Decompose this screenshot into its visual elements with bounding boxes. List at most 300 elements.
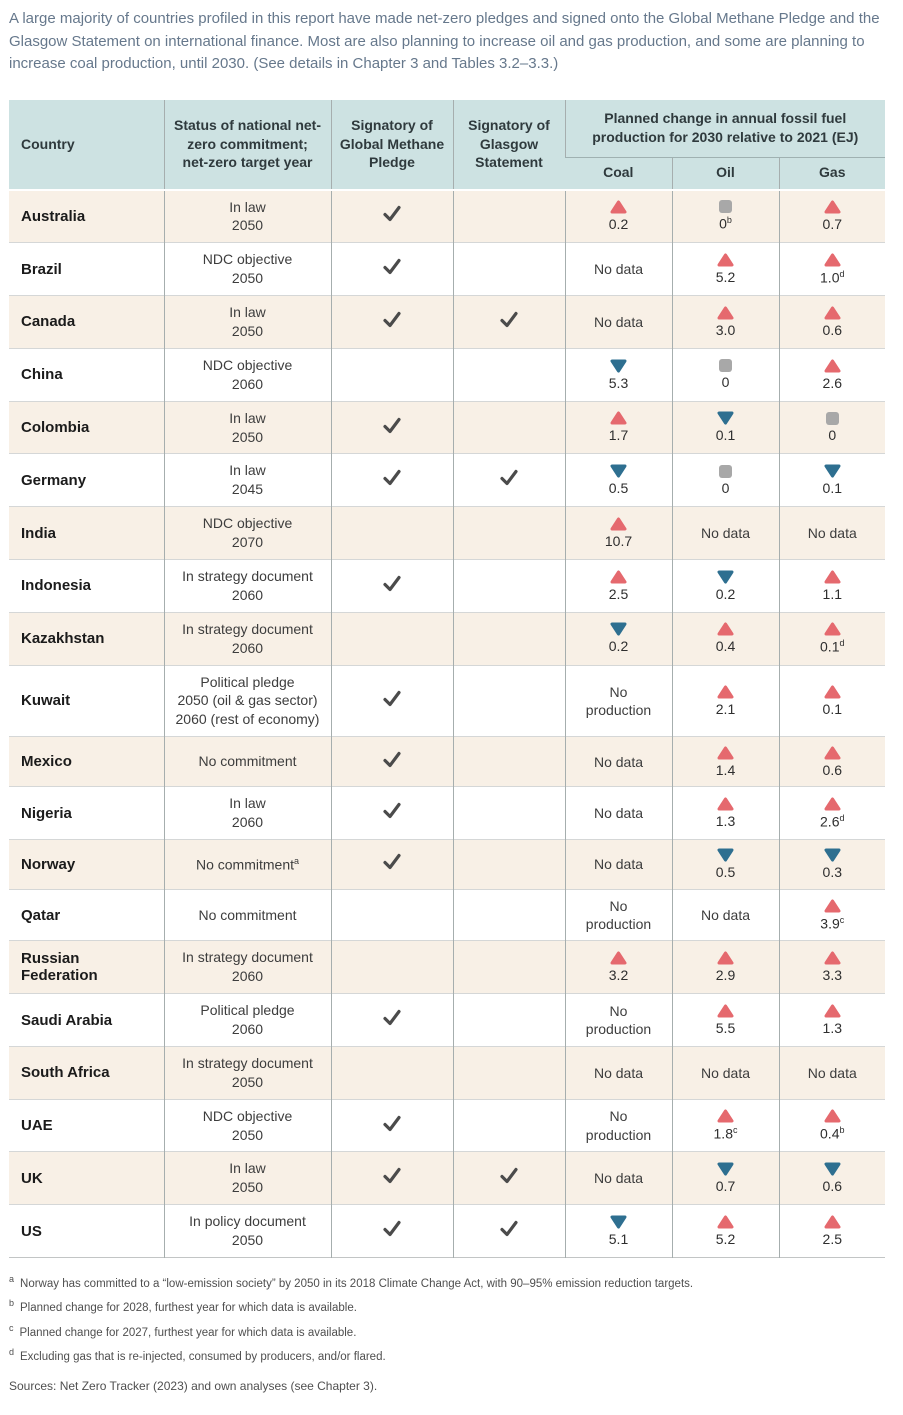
up-triangle-icon	[610, 200, 627, 214]
gas-cell	[779, 190, 885, 243]
change-value: 0.1	[822, 480, 842, 497]
gas-cell	[779, 243, 885, 296]
change-value: 1.3	[715, 812, 736, 829]
no-data-label: No data	[807, 1064, 857, 1081]
gmp-cell	[331, 507, 453, 560]
gmp-cell	[331, 839, 453, 889]
up-triangle-icon	[717, 622, 734, 636]
change-value: 0.4$^b$	[820, 1125, 845, 1142]
checkmark-icon	[381, 310, 403, 329]
country-cell: Colombia	[21, 419, 90, 437]
gmp-cell	[331, 348, 453, 401]
up-triangle-icon	[824, 746, 841, 760]
change-value: 3.2	[608, 967, 629, 984]
no-data-label: No data	[700, 524, 751, 541]
no-data-label: No data	[807, 524, 857, 541]
column-header-coal: Coal	[565, 158, 672, 190]
gmp-cell	[331, 190, 453, 243]
gmp-cell	[331, 994, 453, 1047]
status-cell: In strategy document 2060	[164, 612, 331, 665]
down-triangle-icon	[610, 359, 627, 373]
checkmark-icon	[381, 1219, 403, 1238]
change-value: 5.5	[715, 1019, 736, 1036]
coal-cell	[565, 296, 672, 349]
zero-square-icon	[719, 465, 732, 478]
footnote: $^a$ Norway has committed to a “low-emission society” by 2050 in its 2018 Climate Change Act, with 90–95% emission reduction targets.	[9, 1274, 694, 1290]
country-cell: Russian Federation	[21, 950, 98, 985]
coal-cell	[565, 507, 672, 560]
country-cell: Australia	[21, 207, 86, 225]
change-value: 0.6	[822, 1178, 842, 1195]
footnotes	[9, 1273, 894, 1365]
country-cell: Mexico	[21, 753, 72, 771]
coal-cell	[565, 994, 672, 1047]
status-cell: In law 2045	[164, 454, 331, 507]
checkmark-icon	[381, 416, 403, 435]
up-triangle-icon	[824, 685, 841, 699]
fossil-fuel-group-header: Planned change in annual fossil fuel production for 2030 relative to 2021 (EJ)	[565, 100, 885, 158]
table-header	[9, 100, 885, 190]
change-value: 0.2	[715, 585, 736, 602]
checkmark-icon	[381, 257, 403, 276]
table-row	[9, 401, 885, 454]
no-data-label: No data	[593, 1170, 644, 1187]
table-row	[9, 1046, 885, 1099]
footnote: $^c$ Planned change for 2027, furthest year for which data is available.	[9, 1322, 357, 1339]
gmp-cell	[331, 665, 453, 737]
up-triangle-icon	[610, 951, 627, 965]
checkmark-icon	[381, 1008, 403, 1027]
table-row	[9, 665, 885, 737]
oil-cell	[672, 1046, 779, 1099]
change-value: 0.5	[608, 480, 629, 497]
column-header-country: Country	[9, 100, 164, 190]
checkmark-icon	[381, 1166, 403, 1185]
footnote: $^d$ Excluding gas that is re-injected, consumed by producers, and/or flared.	[9, 1347, 386, 1363]
gas-cell	[779, 1046, 885, 1099]
down-triangle-icon	[824, 464, 841, 478]
glasgow-cell	[453, 190, 565, 243]
status-cell: In policy document 2050	[164, 1205, 331, 1258]
country-cell: US	[21, 1222, 42, 1240]
gmp-cell	[331, 559, 453, 612]
coal-cell	[565, 1046, 672, 1099]
column-header-gas: Gas	[779, 158, 885, 190]
no-data-label: No data	[593, 261, 644, 278]
oil-cell	[672, 737, 779, 787]
table-row	[9, 1099, 885, 1152]
gas-cell	[779, 889, 885, 940]
table-row	[9, 889, 885, 940]
change-value: 3.9$^c$	[820, 914, 845, 932]
up-triangle-icon	[824, 253, 841, 267]
down-triangle-icon	[717, 1162, 734, 1176]
no-data-label: No data	[593, 1064, 644, 1081]
status-cell: In strategy document 2050	[164, 1046, 331, 1099]
coal-cell	[565, 559, 672, 612]
glasgow-cell	[453, 454, 565, 507]
checkmark-icon	[381, 852, 403, 871]
coal-cell	[565, 665, 672, 737]
gas-cell	[779, 994, 885, 1047]
change-value: 0.7	[715, 1178, 736, 1195]
oil-cell	[672, 559, 779, 612]
status-cell: Political pledge 2060	[164, 994, 331, 1047]
country-table	[9, 100, 885, 1259]
checkmark-icon	[381, 574, 403, 593]
checkmark-icon	[381, 750, 403, 769]
change-value: 5.2	[715, 1230, 736, 1247]
oil-cell	[672, 243, 779, 296]
checkmark-icon	[498, 1219, 520, 1238]
down-triangle-icon	[824, 1162, 841, 1176]
header-row	[9, 100, 885, 158]
glasgow-cell	[453, 1046, 565, 1099]
change-value: 0	[721, 479, 730, 496]
change-value: 0.6	[822, 321, 842, 338]
up-triangle-icon	[824, 1215, 841, 1229]
glasgow-cell	[453, 994, 565, 1047]
coal-cell	[565, 889, 672, 940]
coal-cell	[565, 839, 672, 889]
oil-cell	[672, 839, 779, 889]
sources-line: Sources: Net Zero Tracker (2023) and own analyses (see Chapter 3).	[9, 1379, 378, 1394]
change-value: 0	[828, 426, 837, 443]
change-value: 0.2	[608, 638, 629, 655]
gas-cell	[779, 1205, 885, 1258]
change-value: 0.1	[715, 427, 736, 444]
status-cell: NDC objective 2060	[164, 348, 331, 401]
country-cell: Indonesia	[21, 577, 92, 595]
checkmark-icon	[381, 204, 403, 223]
table-row	[9, 787, 885, 840]
oil-cell	[672, 1099, 779, 1152]
oil-cell	[672, 665, 779, 737]
gas-cell	[779, 612, 885, 665]
change-value: 1.1	[822, 585, 842, 602]
up-triangle-icon	[610, 411, 627, 425]
glasgow-cell	[453, 665, 565, 737]
change-value: 0	[721, 374, 730, 391]
status-cell: In law 2060	[164, 787, 331, 840]
change-value: 1.3	[822, 1019, 842, 1036]
gmp-cell	[331, 889, 453, 940]
gmp-cell	[331, 612, 453, 665]
table-row	[9, 190, 885, 243]
glasgow-cell	[453, 243, 565, 296]
country-cell: UK	[21, 1169, 43, 1187]
glasgow-cell	[453, 401, 565, 454]
coal-cell	[565, 190, 672, 243]
up-triangle-icon	[717, 253, 734, 267]
country-cell: India	[21, 524, 57, 542]
country-cell: Canada	[21, 313, 76, 331]
gmp-cell	[331, 1152, 453, 1205]
status-cell: In law 2050	[164, 1152, 331, 1205]
table-row	[9, 296, 885, 349]
change-value: 0$^b$	[719, 215, 732, 233]
country-cell: Brazil	[21, 260, 62, 278]
gas-cell	[779, 401, 885, 454]
change-value: 1.8$^c$	[713, 1125, 738, 1142]
table-row	[9, 454, 885, 507]
coal-cell	[565, 612, 672, 665]
coal-cell	[565, 454, 672, 507]
status-cell: In law 2050	[164, 401, 331, 454]
country-cell: Kazakhstan	[21, 630, 105, 648]
up-triangle-icon	[824, 359, 841, 373]
change-value: 10.7	[604, 532, 633, 549]
oil-cell	[672, 507, 779, 560]
down-triangle-icon	[717, 848, 734, 862]
change-value: 0.7	[822, 216, 842, 233]
gas-cell	[779, 507, 885, 560]
country-cell: Germany	[21, 471, 87, 489]
coal-cell	[565, 243, 672, 296]
up-triangle-icon	[717, 306, 734, 320]
gas-cell	[779, 1152, 885, 1205]
no-data-label: No data	[593, 753, 644, 770]
table-row	[9, 941, 885, 994]
gmp-cell	[331, 243, 453, 296]
no-data-label: No production	[585, 1002, 652, 1038]
checkmark-icon	[381, 689, 403, 708]
up-triangle-icon	[824, 1109, 841, 1123]
up-triangle-icon	[717, 951, 734, 965]
status-cell: In strategy document 2060	[164, 941, 331, 994]
status-cell: No commitment	[164, 737, 331, 787]
up-triangle-icon	[717, 746, 734, 760]
gas-cell	[779, 787, 885, 840]
no-data-label: No data	[700, 907, 751, 924]
checkmark-icon	[498, 1166, 520, 1185]
oil-cell	[672, 889, 779, 940]
status-cell: In law 2050	[164, 190, 331, 243]
up-triangle-icon	[717, 797, 734, 811]
oil-cell	[672, 1205, 779, 1258]
oil-cell	[672, 190, 779, 243]
up-triangle-icon	[824, 951, 841, 965]
glasgow-cell	[453, 1152, 565, 1205]
down-triangle-icon	[610, 1215, 627, 1229]
glasgow-cell	[453, 296, 565, 349]
no-data-label: No data	[593, 856, 644, 873]
glasgow-cell	[453, 1099, 565, 1152]
glasgow-cell	[453, 941, 565, 994]
country-cell: China	[21, 366, 63, 384]
gas-cell	[779, 839, 885, 889]
change-value: 3.0	[715, 321, 736, 338]
gmp-cell	[331, 787, 453, 840]
coal-cell	[565, 1099, 672, 1152]
up-triangle-icon	[717, 685, 734, 699]
oil-cell	[672, 1152, 779, 1205]
zero-square-icon	[719, 359, 732, 372]
gas-cell	[779, 941, 885, 994]
coal-cell	[565, 787, 672, 840]
up-triangle-icon	[717, 1215, 734, 1229]
gas-cell	[779, 737, 885, 787]
change-value: 5.3	[608, 374, 629, 391]
table-body	[9, 190, 885, 1258]
up-triangle-icon	[610, 570, 627, 584]
coal-cell	[565, 1152, 672, 1205]
gas-cell	[779, 665, 885, 737]
oil-cell	[672, 941, 779, 994]
status-cell: No commitment	[164, 889, 331, 940]
change-value: 0.4	[715, 638, 736, 655]
oil-cell	[672, 994, 779, 1047]
status-cell: NDC objective 2070	[164, 507, 331, 560]
country-cell: Norway	[21, 855, 76, 873]
change-value: 2.6$^d$	[820, 812, 845, 830]
status-cell: No commitment$^a$	[164, 839, 331, 889]
change-value: 0.2	[608, 216, 629, 233]
gas-cell	[779, 454, 885, 507]
zero-square-icon	[826, 412, 839, 425]
coal-cell	[565, 348, 672, 401]
glasgow-cell	[453, 737, 565, 787]
change-value: 2.5	[822, 1230, 842, 1247]
table-row	[9, 559, 885, 612]
column-header-oil: Oil	[672, 158, 779, 190]
change-value: 2.1	[715, 700, 736, 717]
status-cell: NDC objective 2050	[164, 1099, 331, 1152]
table-row	[9, 839, 885, 889]
up-triangle-icon	[610, 517, 627, 531]
table-row	[9, 737, 885, 787]
gmp-cell	[331, 454, 453, 507]
no-data-label: No production	[585, 683, 652, 718]
glasgow-cell	[453, 839, 565, 889]
up-triangle-icon	[824, 1004, 841, 1018]
gmp-cell	[331, 401, 453, 454]
up-triangle-icon	[824, 622, 841, 636]
coal-cell	[565, 941, 672, 994]
no-data-label: No production	[585, 897, 652, 933]
status-cell: In law 2050	[164, 296, 331, 349]
table-row	[9, 348, 885, 401]
down-triangle-icon	[717, 570, 734, 584]
glasgow-cell	[453, 612, 565, 665]
glasgow-cell	[453, 889, 565, 940]
change-value: 5.2	[715, 268, 736, 285]
oil-cell	[672, 348, 779, 401]
change-value: 0.6	[822, 761, 842, 778]
change-value: 0.1$^d$	[820, 638, 845, 655]
no-data-label: No data	[593, 313, 644, 330]
gas-cell	[779, 296, 885, 349]
checkmark-icon	[381, 1114, 403, 1133]
no-data-label: No production	[585, 1108, 652, 1143]
no-data-label: No data	[593, 805, 644, 821]
gas-cell	[779, 348, 885, 401]
change-value: 0.5	[715, 864, 736, 881]
oil-cell	[672, 454, 779, 507]
glasgow-cell	[453, 1205, 565, 1258]
column-header-status: Status of national net-zero commitment; net-zero target year	[164, 100, 331, 190]
up-triangle-icon	[824, 797, 841, 811]
country-cell: Qatar	[21, 906, 61, 924]
up-triangle-icon	[717, 1109, 734, 1123]
change-value: 2.9	[715, 967, 736, 984]
down-triangle-icon	[717, 411, 734, 425]
down-triangle-icon	[610, 622, 627, 636]
table-row	[9, 507, 885, 560]
status-cell: In strategy document 2060	[164, 559, 331, 612]
status-cell: Political pledge 2050 (oil & gas sector) 2060 (rest of economy)	[164, 665, 331, 737]
intro-paragraph: A large majority of countries profiled in this report have made net-zero pledges and signed onto the Global Methane Pledge and the Glasgow Statement on international finance. Most are also planning to increase oil and gas production, and some are planning to increase coal production, until 2030. (See details in Chapter 3 and Tables 3.2–3.3.)	[9, 10, 880, 72]
coal-cell	[565, 1205, 672, 1258]
country-cell: Kuwait	[21, 692, 71, 710]
gmp-cell	[331, 1205, 453, 1258]
change-value: 5.1	[608, 1230, 629, 1247]
up-triangle-icon	[824, 570, 841, 584]
gas-cell	[779, 559, 885, 612]
oil-cell	[672, 401, 779, 454]
change-value: 1.7	[608, 427, 629, 444]
change-value: 1.0$^d$	[820, 268, 845, 286]
country-cell: Saudi Arabia	[21, 1011, 113, 1029]
change-value: 1.4	[715, 761, 736, 778]
oil-cell	[672, 296, 779, 349]
country-cell: South Africa	[21, 1064, 110, 1082]
no-data-label: No data	[700, 1064, 751, 1081]
down-triangle-icon	[824, 848, 841, 862]
change-value: 2.6	[822, 374, 842, 391]
checkmark-icon	[381, 468, 403, 487]
oil-cell	[672, 787, 779, 840]
glasgow-cell	[453, 348, 565, 401]
gmp-cell	[331, 737, 453, 787]
down-triangle-icon	[610, 464, 627, 478]
gmp-cell	[331, 296, 453, 349]
glasgow-cell	[453, 559, 565, 612]
change-value: 0.3	[822, 864, 842, 881]
up-triangle-icon	[824, 899, 841, 913]
change-value: 2.5	[608, 585, 629, 602]
table-row	[9, 612, 885, 665]
checkmark-icon	[498, 468, 520, 487]
glasgow-cell	[453, 507, 565, 560]
oil-cell	[672, 612, 779, 665]
country-cell: UAE	[21, 1117, 53, 1135]
gmp-cell	[331, 1099, 453, 1152]
up-triangle-icon	[824, 306, 841, 320]
change-value: 3.3	[822, 967, 842, 984]
gas-cell	[779, 1099, 885, 1152]
footnote: $^b$ Planned change for 2028, furthest year for which data is available.	[9, 1298, 357, 1315]
table-row	[9, 1152, 885, 1205]
status-cell: NDC objective 2050	[164, 243, 331, 296]
zero-square-icon	[719, 200, 732, 213]
change-value: 0.1	[822, 700, 842, 717]
table-row	[9, 243, 885, 296]
gmp-cell	[331, 941, 453, 994]
coal-cell	[565, 737, 672, 787]
glasgow-cell	[453, 787, 565, 840]
coal-cell	[565, 401, 672, 454]
country-cell: Nigeria	[21, 804, 72, 822]
table-row	[9, 1205, 885, 1258]
up-triangle-icon	[824, 200, 841, 214]
gmp-cell	[331, 1046, 453, 1099]
checkmark-icon	[498, 310, 520, 329]
checkmark-icon	[381, 801, 403, 820]
column-header-glasgow-statement: Signatory of Glasgow Statement	[453, 100, 565, 190]
up-triangle-icon	[717, 1004, 734, 1018]
column-header-methane-pledge: Signatory of Global Methane Pledge	[331, 100, 453, 190]
